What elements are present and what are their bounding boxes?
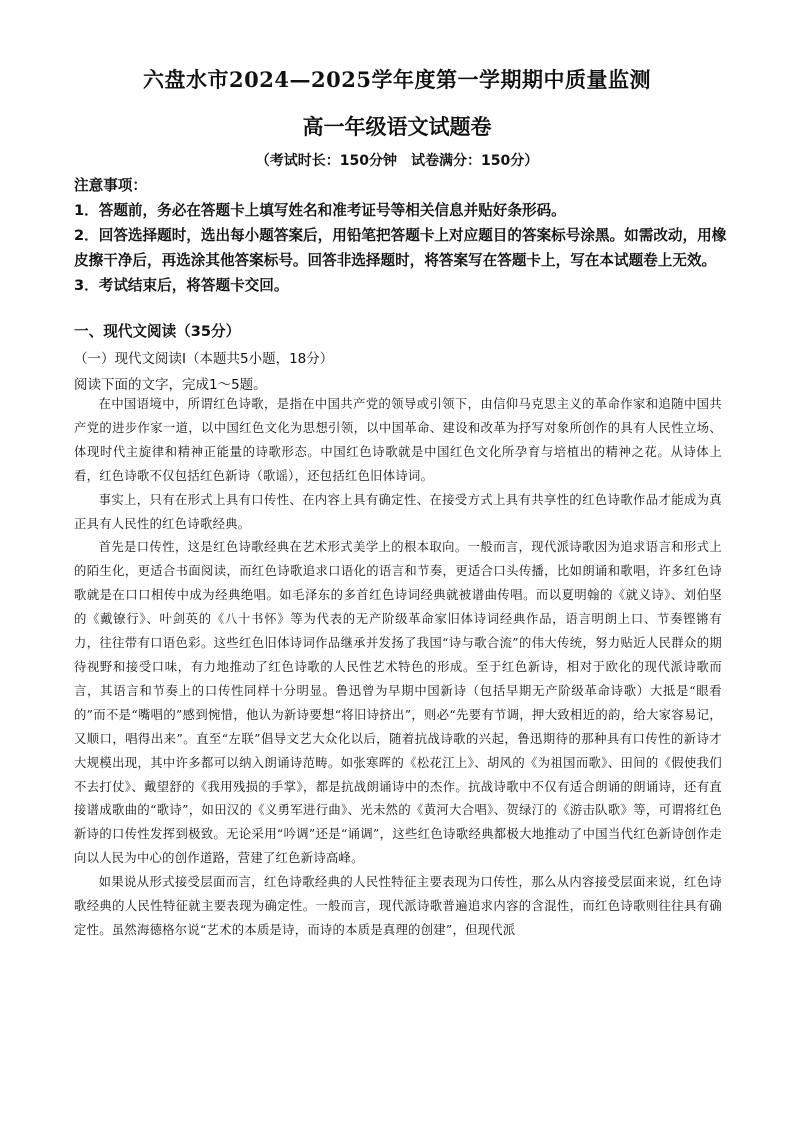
notice-item-3: 3．考试结束后，将答题卡交回。 xyxy=(74,277,289,294)
reading-article xyxy=(74,393,722,943)
article-paragraph-1: 在中国语境中，所谓红色诗歌，是指在中国共产党的领导或引领下，由信仰马克思主义的革命作家和追随中国共产党的进步作家一道，以中国红色文化为思想引领，以中国革命、建设和改革为抒写对象所创作的具有人民性立场、体现时代主旋律和精神正能量的诗歌形态。中国红色诗歌就是中国红色文化所孕育与培植出的精神之花。从诗体上看，红色诗歌不仅包括红色新诗（歌谣），还包括红色旧体诗词。 xyxy=(74,397,722,483)
notice-item-2: 2．回答选择题时，选出每小题答案后，用铅笔把答题卡上对应题目的答案标号涂黑。如需改动，用橡皮擦干净后，再选涂其他答案标号。回答非选择题时，将答案写在答题卡上，写在本试题卷上无效。 xyxy=(74,227,727,269)
notice-block xyxy=(74,173,734,298)
article-paragraph-4: 如果说从形式接受层面而言，红色诗歌经典的人民性特征主要表现为口传性，那么从内容接受层面来说，红色诗歌经典的人民性特征就主要表现为确定性。一般而言，现代派诗歌普遍追求内容的含混性，而红色诗歌则往往具有确定性。虽然海德格尔说“艺术的本质是诗，而诗的本质是真理的创建”，但现代派 xyxy=(74,875,722,937)
section-subheading: （一）现代文阅读Ⅰ（本题共5小题，18分） xyxy=(74,351,334,367)
article-paragraph-2: 事实上，只有在形式上具有口传性、在内容上具有确定性、在接受方式上具有共享性的红色诗歌作品才能成为真正具有人民性的红色诗歌经典。 xyxy=(74,492,722,531)
article-paragraph-3: 首先是口传性，这是红色诗歌经典在艺术形式美学上的根本取向。一般而言，现代派诗歌因为追求语言和形式上的陌生化，更适合书面阅读，而红色诗歌追求口语化的语言和节奏，更适合口头传播，比如朗诵和歌唱，许多红色诗歌就是在口口相传中成为经典绝唱。如毛泽东的多首红色诗词经典就被谱曲传唱。而以夏明翰的《就义诗》、刘伯坚的《戴镣行》、叶剑英的《八十书怀》等为代表的无产阶级革命家旧体诗词经典作品，语言明朗上口、节奏铿锵有力，往往带有口语色彩。这些红色旧体诗词作品继承并发扬了我国“诗与歌合流”的伟大传统，努力贴近人民群众的期待视野和接受口味，有力地推动了红色诗歌的人民性艺术特色的形成。至于红色新诗，相对于欧化的现代派诗歌而言，其语言和节奏上的口传性同样十分明显。鲁迅曾为早期中国新诗（包括早期无产阶级革命诗歌）大抵是“眼看的”而不是“嘴唱的”感到惋惜，他认为新诗要想“将旧诗挤出”，则必“先要有节调，押大致相近的韵，给大家容易记，又顺口，唱得出来”。直至“左联”倡导文艺大众化以后，随着抗战诗歌的兴起，鲁迅期待的那种具有口传性的新诗才大规模出现，其中许多都可以纳入朗诵诗范畴。如张寒晖的《松花江上》、胡风的《为祖国而歌》、田间的《假使我们不去打仗》、戴望舒的《我用残损的手掌》，都是抗战朗诵诗中的杰作。抗战诗歌中不仅有适合朗诵的朗诵诗，还有直接谱成歌曲的“歌诗”，如田汉的《义勇军进行曲》、光未然的《黄河大合唱》、贺绿汀的《游击队歌》等，可谓将红色新诗的口传性发挥到极致。无论采用“吟调”还是“诵调”，这些红色诗歌经典都极大地推动了中国当代红色新诗创作走向以人民为中心的创作道路，营建了红色新诗高峰。 xyxy=(74,540,722,866)
reading-instruction: 阅读下面的文字，完成1～5题。 xyxy=(74,377,267,393)
exam-subtitle: 高一年级语文试题卷 xyxy=(302,114,492,139)
notice-heading: 注意事项： xyxy=(74,177,147,194)
exam-info: （考试时长：150分钟 试卷满分：150分） xyxy=(255,153,539,169)
notice-item-1: 1．答题前，务必在答题卡上填写姓名和准考证号等相关信息并贴好条形码。 xyxy=(74,202,566,219)
exam-title: 六盘水市2024—2025学年度第一学期期中质量监测 xyxy=(143,67,651,92)
section-heading: 一、现代文阅读（35分） xyxy=(74,323,241,340)
